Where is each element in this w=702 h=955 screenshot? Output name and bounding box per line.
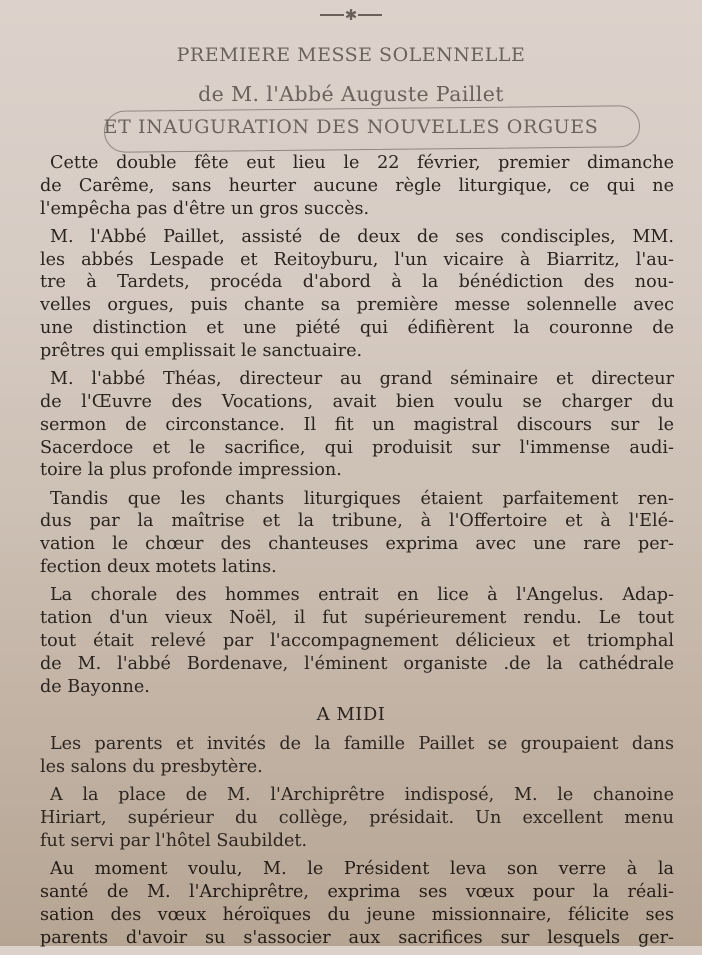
text-line: de Bayonne. — [40, 676, 150, 697]
paragraph-5 — [28, 584, 674, 698]
text-line: M. l'Abbé Paillet, assisté de deux de ses condisciples, MM. — [50, 226, 674, 247]
text-line: prêtres qui emplissait le sanctuaire. — [40, 340, 363, 361]
ornament-rule-right — [358, 14, 382, 16]
text-line: fut servi par l'hôtel Saubildet. — [40, 830, 308, 851]
text-line: dus par la maîtrise et la tribune, à l'Offertoire et à l'Elé- — [40, 511, 674, 532]
text-line: fection deux motets latins. — [40, 557, 277, 578]
paragraph-3 — [28, 368, 674, 482]
text-line: parents d'avoir su s'associer aux sacrifices sur lesquels ger- — [40, 927, 674, 948]
text-line: sation des vœux héroïques du jeune missionnaire, félicite ses — [40, 904, 674, 925]
text-line: vation le chœur des chanteuses exprima avec une rare per- — [40, 534, 674, 555]
paragraph-4 — [28, 488, 674, 579]
paragraph-2 — [28, 226, 674, 363]
text-line: tout était relevé par l'accompagnement délicieux et triomphal — [40, 630, 674, 651]
text-line: une distinction et une piété qui édifièrent la couronne de — [40, 318, 674, 339]
text-line: tre à Tardets, procéda d'abord à la bénédiction des nou- — [40, 272, 674, 293]
text-line: A la place de M. l'Archiprêtre indisposé, M. le chanoine — [50, 785, 674, 806]
text-line: Au moment voulu, M. le Président leva son verre à la — [50, 859, 674, 880]
text-line: de Carême, sans heurter aucune règle liturgique, ce qui ne — [40, 175, 674, 196]
section-heading-a-midi: A MIDI — [316, 704, 386, 726]
text-line: santé de M. l'Archiprêtre, exprima ses vœux pour la réali- — [40, 881, 674, 902]
text-line: l'empêcha pas d'être un gros succès. — [40, 198, 370, 219]
text-line: Sacerdoce et le sacrifice, qui produisit sur l'immense audi- — [40, 437, 674, 458]
text-line: les abbés Lespade et Reitoyburu, l'un vicaire à Biarritz, l'au- — [40, 249, 674, 270]
article-subtitle-2: ET INAUGURATION DES NOUVELLES ORGUES — [103, 116, 599, 138]
article-body — [28, 152, 674, 955]
text-line: de M. l'abbé Bordenave, l'éminent organiste .de la cathédrale — [40, 653, 674, 674]
text-line: tation d'un vieux Noël, il fut supérieurement rendu. Le tout — [40, 608, 674, 629]
text-line: Cette double fête eut lieu le 22 février, premier dimanche — [50, 153, 674, 173]
text-line: sermon de circonstance. Il fit un magistral discours sur le — [40, 414, 674, 435]
text-line: La chorale des hommes entrait en lice à l'Angelus. Adap- — [50, 585, 674, 606]
text-line: de l'Œuvre des Vocations, avait bien voulu se charger du — [40, 391, 674, 412]
text-line: toire la plus profonde impression. — [40, 460, 342, 481]
text-line: Tandis que les chants liturgiques étaient parfaitement ren- — [50, 488, 674, 509]
paragraph-7 — [28, 784, 674, 852]
article-subtitle: de M. l'Abbé Auguste Paillet — [198, 82, 504, 106]
text-line: M. l'abbé Théas, directeur au grand séminaire et directeur — [50, 369, 674, 390]
article-title: PREMIERE MESSE SOLENNELLE — [176, 44, 526, 66]
paragraph-1 — [28, 152, 674, 220]
text-line: Hiriart, supérieur du collège, présidait. Un excellent menu — [40, 808, 674, 829]
text-line: Les parents et invités de la famille Paillet se groupaient dans — [50, 734, 674, 755]
ornament-divider — [316, 5, 386, 25]
ornament-rule-left — [320, 14, 344, 16]
asterisk-ornament-icon: ✱ — [344, 5, 358, 24]
text-line: les salons du presbytère. — [40, 756, 263, 777]
paragraph-8 — [28, 858, 674, 949]
text-line: velles orgues, puis chante sa première messe solennelle avec — [40, 295, 674, 316]
paragraph-6 — [28, 733, 674, 779]
